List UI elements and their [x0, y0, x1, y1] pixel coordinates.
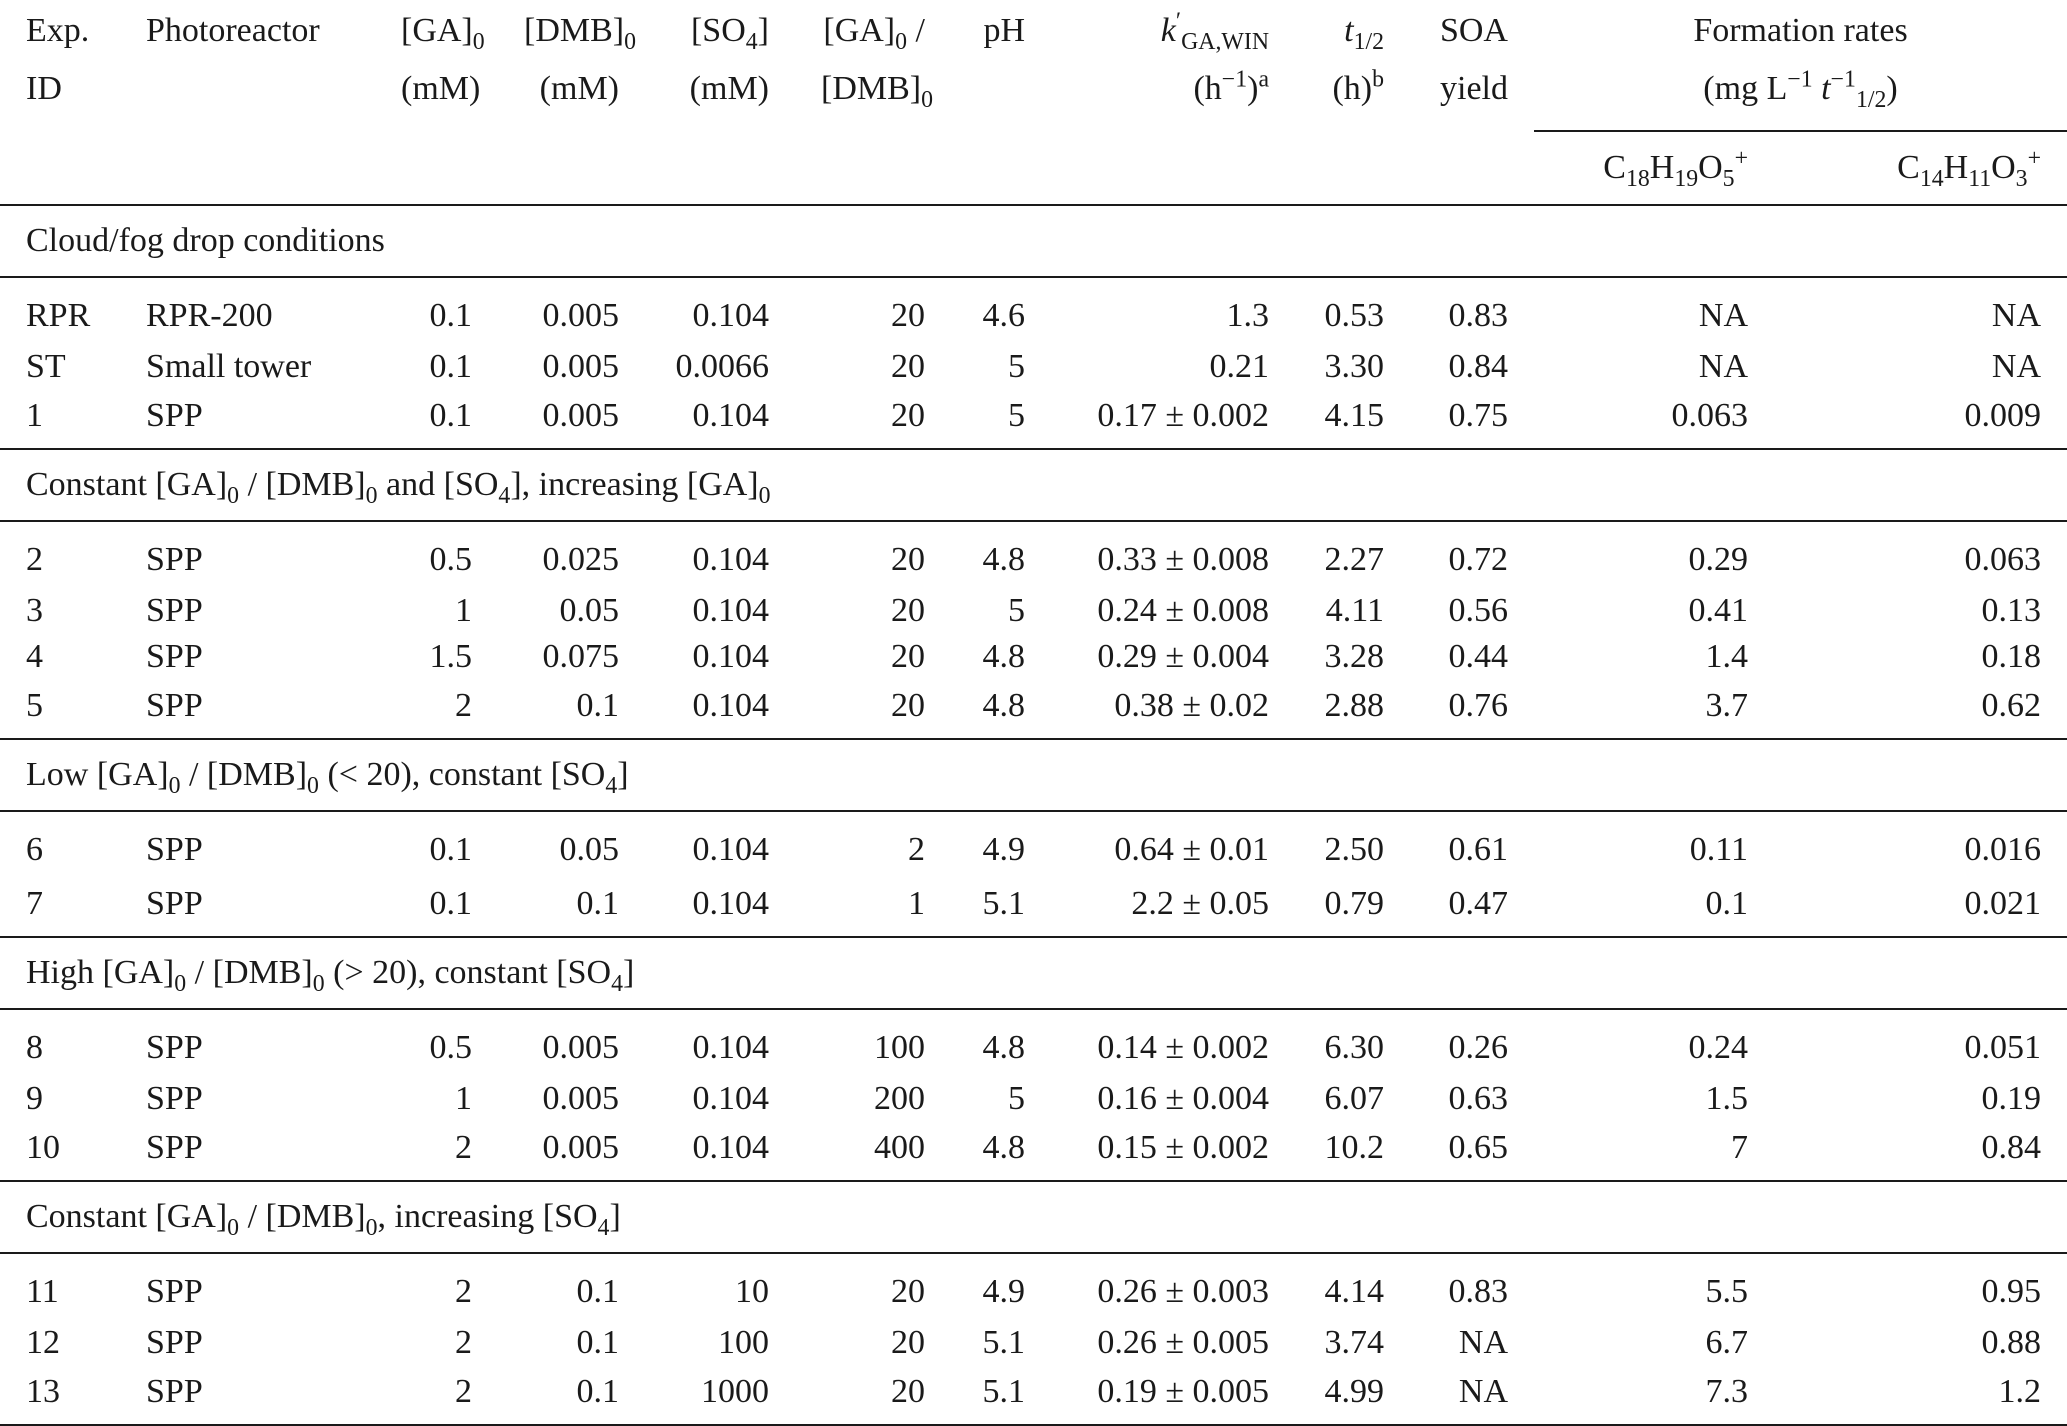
cell-photoreactor: SPP [146, 1029, 203, 1066]
cell-ratio: 20 [891, 297, 925, 334]
cell-soa-yield: 0.63 [1448, 1080, 1508, 1117]
cell-exp-id: 13 [0, 1366, 120, 1425]
cell-ratio: 20 [795, 1366, 951, 1425]
cell-ga0: 2 [375, 1122, 498, 1181]
cell-ga0: 0.5 [429, 541, 472, 578]
cell-ph: 5.1 [982, 1324, 1025, 1361]
cell-soa-yield: 0.47 [1410, 878, 1534, 937]
cell-k-rate: 0.33 ± 0.008 [1097, 541, 1269, 578]
cell-dmb0: 0.1 [576, 1324, 619, 1361]
cell-t-half: 6.30 [1324, 1029, 1384, 1066]
cell-ga0: 1.5 [429, 638, 472, 675]
cell-rate-c14: 0.009 [1774, 390, 2067, 449]
table-row [0, 521, 2067, 588]
cell-exp-id: 3 [26, 592, 43, 629]
section-title: High $[GA]_0 / [DMB]_0$ (> 20), constant $[SO_4]$ [0, 937, 2067, 1009]
header-t-half: $t_{1/2}$ [1344, 12, 1384, 55]
cell-ga0: 0.5 [429, 1029, 472, 1066]
cell-rate-c18: 0.1 [1534, 878, 1774, 937]
cell-ph: 4.8 [982, 638, 1025, 675]
header-ga0: $[GA]_0$ [401, 12, 485, 55]
cell-ratio: 20 [891, 1324, 925, 1361]
cell-so4: 0.104 [692, 592, 769, 629]
cell-t-half: 4.15 [1295, 390, 1410, 449]
table-row [0, 344, 2067, 390]
cell-rate-c14: 0.051 [1964, 1029, 2041, 1066]
cell-photoreactor: SPP [146, 638, 203, 675]
cell-so4: 10 [735, 1273, 769, 1310]
cell-k-rate: 0.17 ± 0.002 [1051, 390, 1295, 449]
header-dmb0: $[DMB]_0$ [524, 12, 637, 55]
cell-ratio: 20 [891, 541, 925, 578]
cell-k-rate: 0.38 ± 0.02 [1051, 680, 1295, 739]
cell-ph: 4.9 [982, 831, 1025, 868]
cell-ga0: 0.1 [375, 878, 498, 937]
cell-ratio: 20 [891, 592, 925, 629]
cell-dmb0: 0.005 [542, 1080, 619, 1117]
cell-dmb0: 0.005 [542, 297, 619, 334]
cell-rate-c14: NA [1991, 297, 2041, 334]
cell-soa-yield: 0.65 [1410, 1122, 1534, 1181]
cell-ratio: 20 [795, 680, 951, 739]
cell-soa-yield: 0.83 [1448, 1273, 1508, 1310]
cell-ph: 4.8 [982, 1029, 1025, 1066]
cell-ratio: 2 [908, 831, 925, 868]
cell-ratio: 20 [891, 348, 925, 385]
header-row-3 [0, 131, 2067, 205]
cell-ga0: 2 [375, 1366, 498, 1425]
cell-dmb0: 0.075 [542, 638, 619, 675]
cell-ga0: 0.1 [375, 390, 498, 449]
header-row-2 [0, 72, 2067, 131]
cell-dmb0: 0.005 [542, 348, 619, 385]
cell-k-rate: 0.24 ± 0.008 [1097, 592, 1269, 629]
cell-rate-c14: 0.016 [1964, 831, 2041, 868]
cell-k-rate: 0.19 ± 0.005 [1051, 1366, 1295, 1425]
section-header [0, 449, 2067, 521]
cell-exp-id: 10 [0, 1122, 120, 1181]
cell-so4: 100 [718, 1324, 769, 1361]
cell-rate-c14: 0.95 [1981, 1273, 2041, 1310]
header-exp-id: Exp. [26, 12, 90, 49]
cell-ph: 4.8 [951, 680, 1051, 739]
cell-ratio: 1 [795, 878, 951, 937]
cell-t-half: 2.27 [1324, 541, 1384, 578]
cell-soa-yield: 0.26 [1448, 1029, 1508, 1066]
cell-ph: 5.1 [951, 1366, 1051, 1425]
cell-rate-c14: 0.84 [1774, 1122, 2067, 1181]
cell-exp-id: 12 [26, 1324, 60, 1361]
table-row [0, 588, 2067, 634]
cell-so4: 0.104 [692, 831, 769, 868]
cell-so4: 0.104 [692, 638, 769, 675]
cell-rate-c14: NA [1991, 348, 2041, 385]
cell-rate-c18: 0.24 [1688, 1029, 1748, 1066]
section-header [0, 1181, 2067, 1253]
cell-t-half: 3.74 [1324, 1324, 1384, 1361]
cell-t-half: 3.28 [1324, 638, 1384, 675]
cell-photoreactor: SPP [120, 1122, 375, 1181]
section-title: Constant $[GA]_0 / [DMB]_0$, increasing $[SO_4]$ [0, 1181, 2067, 1253]
cell-dmb0: 0.1 [498, 878, 645, 937]
cell-ph: 4.8 [982, 541, 1025, 578]
cell-ga0: 0.1 [429, 297, 472, 334]
cell-dmb0: 0.1 [498, 1366, 645, 1425]
header-formation-rates: Formation rates [1693, 12, 1908, 49]
section-title: Constant $[GA]_0 / [DMB]_0$ and $[SO_4]$, increasing $[GA]_0$ [0, 449, 2067, 521]
cell-t-half: 2.50 [1324, 831, 1384, 868]
cell-ga0: 0.1 [429, 831, 472, 868]
cell-dmb0: 0.005 [498, 390, 645, 449]
header-dmb0-unit: (mM) [539, 70, 619, 107]
header-so4-unit: (mM) [689, 70, 769, 107]
cell-so4: 0.104 [692, 541, 769, 578]
cell-k-rate: 2.2 ± 0.05 [1051, 878, 1295, 937]
cell-rate-c18: 3.7 [1534, 680, 1774, 739]
cell-rate-c14: 0.18 [1981, 638, 2041, 675]
cell-exp-id: 8 [26, 1029, 43, 1066]
cell-soa-yield: 0.61 [1448, 831, 1508, 868]
cell-soa-yield: 0.72 [1448, 541, 1508, 578]
cell-ph: 4.8 [951, 1122, 1051, 1181]
cell-ga0: 2 [455, 1324, 472, 1361]
cell-so4: 1000 [645, 1366, 795, 1425]
cell-t-half: 3.30 [1324, 348, 1384, 385]
cell-soa-yield: NA [1458, 1324, 1508, 1361]
cell-t-half: 2.88 [1295, 680, 1410, 739]
cell-k-rate: 0.21 [1209, 348, 1269, 385]
header-formation-unit: (mg $L^{-1}$ $t^{-1}_{1/2}$) [1534, 72, 2067, 131]
table-row [0, 1320, 2067, 1366]
cell-rate-c14: 0.063 [1964, 541, 2041, 578]
cell-rate-c18: 1.4 [1705, 638, 1748, 675]
header-row-1 [0, 0, 2067, 72]
cell-t-half: 4.11 [1325, 592, 1384, 629]
cell-photoreactor: RPR-200 [146, 297, 273, 334]
cell-so4: 0.104 [692, 1029, 769, 1066]
cell-dmb0: 0.1 [576, 1273, 619, 1310]
cell-soa-yield: 0.83 [1448, 297, 1508, 334]
cell-t-half: 0.79 [1295, 878, 1410, 937]
cell-ratio: 200 [874, 1080, 925, 1117]
table-row [0, 878, 2067, 937]
cell-k-rate: 0.16 ± 0.004 [1097, 1080, 1269, 1117]
table-row [0, 277, 2067, 344]
cell-ga0: 0.1 [429, 348, 472, 385]
table-row [0, 680, 2067, 739]
cell-rate-c18: 6.7 [1705, 1324, 1748, 1361]
cell-photoreactor: SPP [146, 1273, 203, 1310]
cell-so4: 0.104 [692, 1080, 769, 1117]
cell-dmb0: 0.005 [542, 1029, 619, 1066]
cell-dmb0: 0.05 [559, 831, 619, 868]
cell-exp-id: 4 [26, 638, 43, 675]
header-so4: $[SO_4]$ [690, 12, 769, 55]
cell-ph: 5 [1008, 348, 1025, 385]
cell-soa-yield: 0.75 [1410, 390, 1534, 449]
cell-k-rate: 0.26 ± 0.003 [1097, 1273, 1269, 1310]
cell-k-rate: 1.3 [1226, 297, 1269, 334]
cell-ga0: 1 [455, 1080, 472, 1117]
cell-ratio: 20 [795, 390, 951, 449]
header-k: $k'_{GA,WIN}$ [1160, 8, 1269, 55]
cell-k-rate: 0.14 ± 0.002 [1097, 1029, 1269, 1066]
cell-so4: 0.104 [645, 878, 795, 937]
cell-photoreactor: SPP [146, 592, 203, 629]
cell-t-half: 6.07 [1324, 1080, 1384, 1117]
header-ph: pH [983, 12, 1025, 49]
header-exp-id-2: ID [26, 70, 62, 107]
cell-rate-c14: 0.19 [1981, 1080, 2041, 1117]
cell-soa-yield: 0.56 [1448, 592, 1508, 629]
table-row [0, 1076, 2067, 1122]
cell-soa-yield: 0.44 [1448, 638, 1508, 675]
cell-t-half: 0.53 [1324, 297, 1384, 334]
cell-photoreactor: SPP [120, 390, 375, 449]
cell-rate-c18: 7.3 [1534, 1366, 1774, 1425]
cell-rate-c18: 0.41 [1688, 592, 1748, 629]
header-ratio: $[GA]_0$ / [823, 12, 925, 55]
cell-rate-c18: 7 [1534, 1122, 1774, 1181]
cell-k-rate: 0.15 ± 0.002 [1051, 1122, 1295, 1181]
cell-rate-c18: 0.11 [1689, 831, 1748, 868]
cell-ph: 4.6 [982, 297, 1025, 334]
cell-photoreactor: Small tower [146, 348, 312, 385]
cell-photoreactor: SPP [146, 831, 203, 868]
header-soa-2: yield [1440, 70, 1508, 107]
cell-so4: 0.104 [645, 1122, 795, 1181]
header-ion-c14: $C_{14}H_{11}O_3^+$ [1774, 131, 2067, 205]
header-t-unit: $(h)^b$ [1332, 66, 1384, 107]
cell-exp-id: 11 [26, 1273, 59, 1310]
cell-rate-c14: 0.88 [1981, 1324, 2041, 1361]
cell-dmb0: 0.1 [498, 680, 645, 739]
cell-exp-id: RPR [26, 297, 91, 334]
cell-rate-c18: NA [1698, 348, 1748, 385]
cell-rate-c18: 0.29 [1688, 541, 1748, 578]
cell-k-rate: 0.64 ± 0.01 [1114, 831, 1269, 868]
header-photoreactor: Photoreactor [146, 12, 320, 49]
cell-exp-id: ST [26, 348, 66, 385]
table-row [0, 390, 2067, 449]
table-row [0, 1122, 2067, 1181]
cell-exp-id: 1 [0, 390, 120, 449]
section-title: Low $[GA]_0 / [DMB]_0$ (< 20), constant $[SO_4]$ [0, 739, 2067, 811]
cell-so4: 0.104 [645, 390, 795, 449]
cell-so4: 0.104 [645, 680, 795, 739]
cell-ph: 5 [951, 390, 1051, 449]
section-header [0, 205, 2067, 277]
cell-t-half: 4.14 [1324, 1273, 1384, 1310]
cell-rate-c14: 0.62 [1774, 680, 2067, 739]
header-ion-c18: $C_{18}H_{19}O_5^+$ [1534, 131, 1774, 205]
header-ga0-unit: (mM) [401, 70, 481, 107]
header-k-unit: $(h^{-1})^a$ [1193, 66, 1269, 107]
cell-photoreactor: SPP [146, 541, 203, 578]
cell-photoreactor: SPP [146, 1324, 203, 1361]
cell-exp-id: 2 [26, 541, 43, 578]
cell-exp-id: 9 [26, 1080, 43, 1117]
cell-rate-c18: 1.5 [1705, 1080, 1748, 1117]
cell-rate-c18: NA [1698, 297, 1748, 334]
header-soa: SOA [1439, 12, 1508, 49]
cell-rate-c14: 0.021 [1774, 878, 2067, 937]
cell-ph: 5 [1008, 592, 1025, 629]
cell-rate-c14: 1.2 [1774, 1366, 2067, 1425]
cell-soa-yield: NA [1410, 1366, 1534, 1425]
cell-ratio: 400 [795, 1122, 951, 1181]
cell-ratio: 20 [891, 638, 925, 675]
table-row [0, 634, 2067, 680]
table-row [0, 1009, 2067, 1076]
cell-dmb0: 0.005 [498, 1122, 645, 1181]
cell-ph: 4.9 [982, 1273, 1025, 1310]
cell-soa-yield: 0.84 [1448, 348, 1508, 385]
cell-so4: 0.104 [692, 297, 769, 334]
cell-ga0: 2 [375, 680, 498, 739]
cell-rate-c18: 0.063 [1534, 390, 1774, 449]
cell-so4: 0.0066 [675, 348, 769, 385]
section-header [0, 937, 2067, 1009]
cell-k-rate: 0.26 ± 0.005 [1097, 1324, 1269, 1361]
table-row [0, 1253, 2067, 1320]
cell-ga0: 2 [455, 1273, 472, 1310]
cell-ga0: 1 [455, 592, 472, 629]
cell-dmb0: 0.025 [542, 541, 619, 578]
cell-exp-id: 6 [26, 831, 43, 868]
cell-dmb0: 0.05 [559, 592, 619, 629]
cell-photoreactor: SPP [120, 1366, 375, 1425]
cell-ratio: 100 [874, 1029, 925, 1066]
header-ratio-2: $[DMB]_0$ [821, 70, 934, 113]
cell-photoreactor: SPP [120, 680, 375, 739]
cell-exp-id: 7 [0, 878, 120, 937]
cell-exp-id: 5 [0, 680, 120, 739]
section-header [0, 739, 2067, 811]
cell-photoreactor: SPP [120, 878, 375, 937]
cell-k-rate: 0.29 ± 0.004 [1097, 638, 1269, 675]
cell-photoreactor: SPP [146, 1080, 203, 1117]
cell-ph: 5.1 [951, 878, 1051, 937]
cell-rate-c14: 0.13 [1981, 592, 2041, 629]
cell-rate-c18: 5.5 [1705, 1273, 1748, 1310]
cell-soa-yield: 0.76 [1410, 680, 1534, 739]
cell-ratio: 20 [891, 1273, 925, 1310]
cell-t-half: 4.99 [1295, 1366, 1410, 1425]
table-row [0, 811, 2067, 878]
section-title: Cloud/fog drop conditions [0, 205, 2067, 277]
cell-t-half: 10.2 [1295, 1122, 1410, 1181]
cell-ph: 5 [1008, 1080, 1025, 1117]
